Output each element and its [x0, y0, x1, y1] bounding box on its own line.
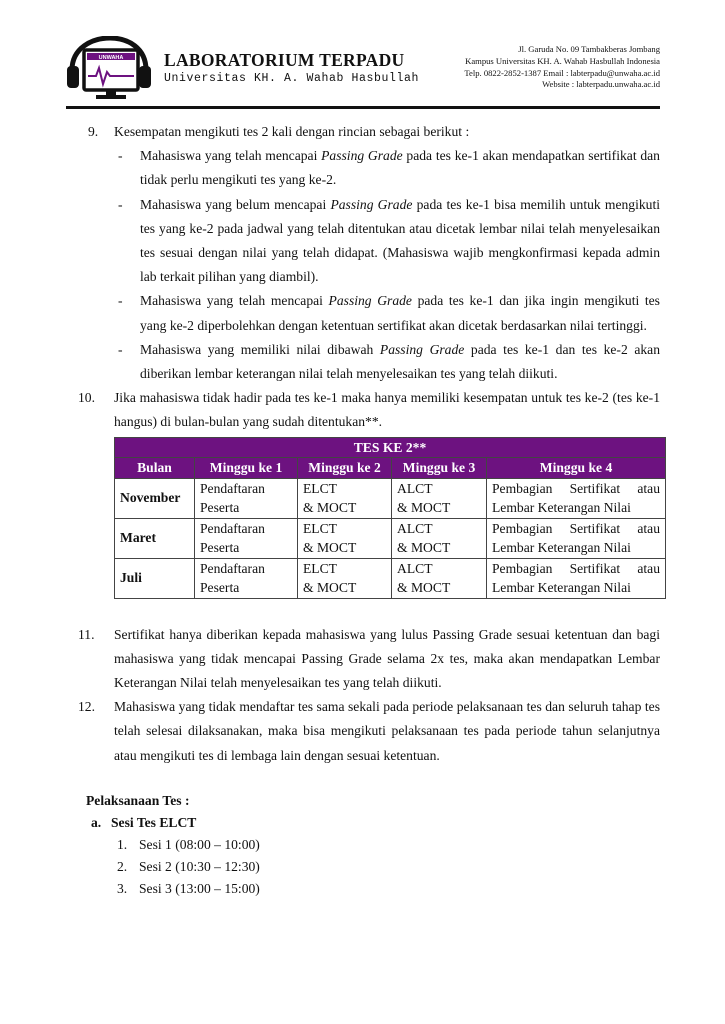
- address-line: Jl. Garuda No. 09 Tambakberas Jombang: [518, 44, 660, 54]
- list-item-9: [88, 120, 660, 386]
- logo-text: UNWAHA: [98, 55, 124, 61]
- table-cell: ALCT & MOCT: [392, 518, 487, 558]
- session-list: [114, 834, 660, 900]
- table-row: [115, 478, 666, 518]
- table-cell: ELCT & MOCT: [298, 518, 392, 558]
- bullet-item: - Mahasiswa yang telah mencapai Passing Grade pada tes ke-1 dan jika ingin mengikuti tes yang ke-2 diperbolehkan dengan ketentuan sertifikat akan dicetak berdasarkan nilai tertinggi.: [118, 293, 660, 333]
- month-cell: November: [115, 478, 195, 518]
- item-text: Mahasiswa yang tidak mendaftar tes sama sekali pada periode pelaksanaan tes dan seluruh tahap tes telah selesai dilaksanakan, maka bisa mengikuti pelaksanaan tes pada periode tahun selanjutnya atau mengikuti tes di lembaga lain dengan sesuai ketentuan.: [114, 699, 660, 763]
- table-cell: Pendaftaran Peserta: [195, 558, 298, 598]
- table-cell: ALCT & MOCT: [392, 558, 487, 598]
- schedule-table-wrap: [114, 437, 666, 599]
- lab-logo-icon: [66, 36, 152, 102]
- month-cell: Maret: [115, 518, 195, 558]
- subsection-title: a. Sesi Tes ELCT: [88, 812, 660, 834]
- address-line: Website : labterpadu.unwaha.ac.id: [542, 79, 660, 90]
- table-cell: ALCT & MOCT: [392, 478, 487, 518]
- column-header: Bulan: [115, 458, 195, 479]
- table-title: TES KE 2**: [115, 437, 666, 458]
- table-cell: Pendaftaran Peserta: [195, 478, 298, 518]
- column-header: Minggu ke 3: [392, 458, 487, 479]
- bullet-item: - Mahasiswa yang telah mencapai Passing Grade pada tes ke-1 akan mendapatkan sertifikat dan tidak perlu mengikuti tes yang ke-2.: [118, 148, 660, 188]
- table-row: [115, 518, 666, 558]
- item-number: 11.: [78, 626, 95, 642]
- item-text: Sertifikat hanya diberikan kepada mahasiswa yang lulus Passing Grade sesuai ketentuan dan bagi mahasiswa yang tidak mencapai Passing Grade selama 2x tes, maka akan mendapatkan Lembar Keterangan Nilai telah menyelesaikan tes yang telah diikuti.: [114, 626, 660, 691]
- bullet-item: - Mahasiswa yang memiliki nilai dibawah Passing Grade pada tes ke-1 dan tes ke-2 akan diberikan lembar keterangan nilai telah menyelesaikan tes yang telah diikuti.: [118, 341, 661, 382]
- list-item: 1. Sesi 1 (08:00 – 10:00): [117, 836, 260, 852]
- org-name: LABORATORIUM TERPADU: [164, 50, 405, 70]
- schedule-table: [114, 437, 666, 599]
- list-item: 2. Sesi 2 (10:30 – 12:30): [117, 858, 260, 874]
- table-cell: Pembagian Sertifikat atau Lembar Keterangan Nilai: [487, 478, 666, 518]
- letterhead: [66, 36, 660, 112]
- bullet-item: - Mahasiswa yang belum mencapai Passing Grade pada tes ke-1 bisa memilih untuk mengikuti tes yang ke-2 pada jadwal yang telah ditentukan atau dicetak lembar nilai telah menyelesaikan tes sesuai dengan nilai yang telah didapat. (Mahasiswa wajib mengkonfirmasi kepada admin lab terkait pilihan yang diambil).: [118, 196, 661, 285]
- bullet-list: [114, 144, 660, 386]
- table-header-row: [115, 458, 666, 479]
- table-row: [115, 558, 666, 598]
- column-header: Minggu ke 4: [487, 458, 666, 479]
- table-cell: Pembagian Sertifikat atau Lembar Keterangan Nilai: [487, 518, 666, 558]
- item-text: Kesempatan mengikuti tes 2 kali dengan rincian sebagai berikut :: [114, 124, 470, 139]
- address-block: [464, 44, 660, 91]
- item-number: 9.: [88, 124, 99, 139]
- column-header: Minggu ke 1: [195, 458, 298, 479]
- item-text: Jika mahasiswa tidak hadir pada tes ke-1 maka hanya memiliki kesempatan untuk tes ke-2 (tes ke-1 hangus) di bulan-bulan yang sudah ditentukan**.: [114, 390, 660, 430]
- table-cell: ELCT & MOCT: [298, 478, 392, 518]
- column-header: Minggu ke 2: [298, 458, 392, 479]
- address-line: Kampus Universitas KH. A. Wahab Hasbullah Indonesia: [465, 55, 660, 66]
- table-cell: Pendaftaran Peserta: [195, 518, 298, 558]
- item-number: 10.: [78, 390, 95, 406]
- table-cell: Pembagian Sertifikat atau Lembar Keterangan Nilai: [487, 558, 666, 598]
- list-item-11: [78, 623, 660, 696]
- item-number: 12.: [78, 699, 95, 715]
- address-line: Telp. 0822-2852-1387 Email : labterpadu@unwaha.ac.id: [464, 67, 660, 78]
- document-body: [78, 120, 661, 900]
- section-title: Pelaksanaan Tes :: [86, 792, 190, 808]
- list-item-10: [78, 386, 660, 434]
- month-cell: Juli: [115, 558, 195, 598]
- list-item-12: [78, 695, 660, 768]
- table-cell: ELCT & MOCT: [298, 558, 392, 598]
- org-subtitle: Universitas KH. A. Wahab Hasbullah: [164, 72, 420, 85]
- header-divider: [66, 106, 660, 109]
- list-item: 3. Sesi 3 (13:00 – 15:00): [117, 880, 260, 896]
- subsection-letter: a.: [91, 814, 102, 830]
